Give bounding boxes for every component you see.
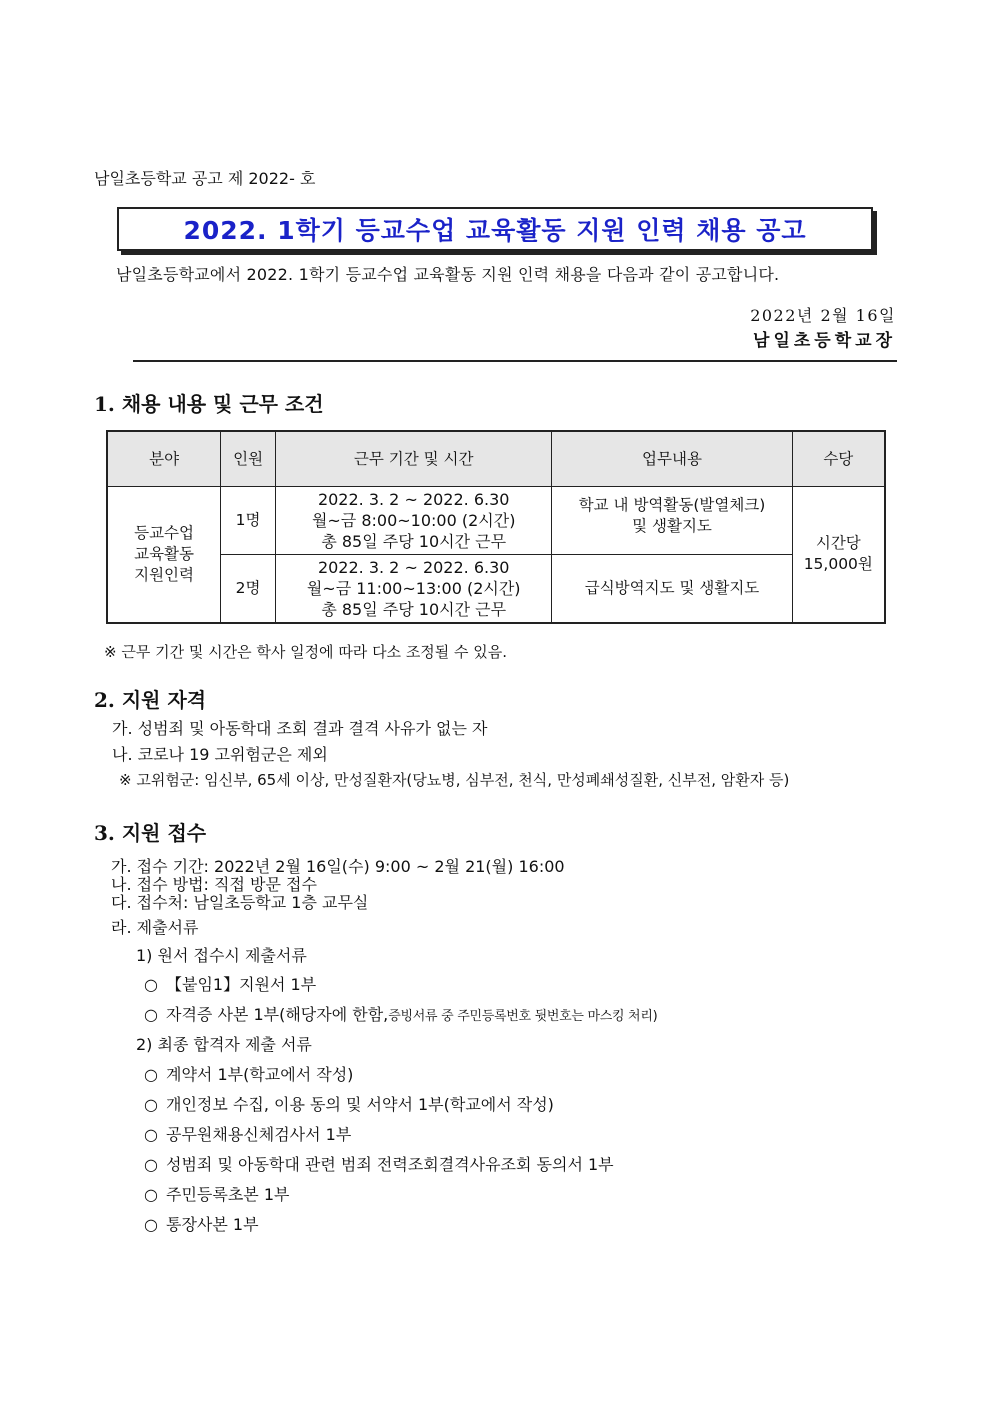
application-item: 라. 제출서류 xyxy=(111,918,199,937)
table-header-row xyxy=(107,431,885,487)
doc-item: ○ 개인정보 수집, 이용 동의 및 서약서 1부(학교에서 작성) xyxy=(144,1095,554,1114)
notice-date: 2022년 2월 16일 xyxy=(750,306,896,325)
circle-bullet-icon: ○ xyxy=(144,1215,158,1234)
doc-item: ○ 자격증 사본 1부(해당자에 한함,증빙서류 중 주민등록번호 뒷번호는 마스킹 처리) xyxy=(144,1005,658,1024)
sub2-label: 2) 최종 합격자 제출 서류 xyxy=(136,1035,312,1054)
circle-bullet-icon: ○ xyxy=(144,1095,158,1114)
duty-cell: 학교 내 방역활동(발열체크) 및 생활지도 xyxy=(552,487,792,555)
header-field: 분야 xyxy=(107,431,221,487)
header-pay: 수당 xyxy=(792,431,885,487)
header-count: 인원 xyxy=(221,431,276,487)
high-risk-note: ※ 고위험군: 임신부, 65세 이상, 만성질환자(당뇨병, 심부전, 천식, 만성폐쇄성질환, 신부전, 암환자 등) xyxy=(119,771,790,789)
period-cell: 2022. 3. 2 ~ 2022. 6.30 월~금 11:00~13:00 (2시간) 총 85일 주당 10시간 근무 xyxy=(276,555,552,623)
circle-bullet-icon: ○ xyxy=(144,975,158,994)
circle-bullet-icon: ○ xyxy=(144,1185,158,1204)
page-title: 2022. 1학기 등교수업 교육활동 지원 인력 채용 공고 xyxy=(183,216,807,245)
field-cell: 등교수업 교육활동 지원인력 xyxy=(107,487,221,623)
doc-item: ○ 【붙임1】지원서 1부 xyxy=(144,975,317,994)
title-box xyxy=(117,207,873,251)
duty-cell: 급식방역지도 및 생활지도 xyxy=(552,555,792,623)
application-item: 가. 접수 기간: 2022년 2월 16일(수) 9:00 ~ 2월 21(월) 16:00 xyxy=(111,857,565,876)
doc-item: ○ 주민등록초본 1부 xyxy=(144,1185,290,1204)
period-cell: 2022. 3. 2 ~ 2022. 6.30 월~금 8:00~10:00 (2시간) 총 85일 주당 10시간 근무 xyxy=(276,487,552,555)
divider-rule xyxy=(133,360,897,362)
header-period: 근무 기간 및 시간 xyxy=(276,431,552,487)
application-item: 나. 접수 방법: 직접 방문 접수 xyxy=(111,875,317,894)
table-row xyxy=(107,487,885,555)
issuer: 남일초등학교장 xyxy=(753,331,896,351)
application-item: 다. 접수처: 남일초등학교 1층 교무실 xyxy=(111,893,369,912)
qualification-item: 가. 성범죄 및 아동학대 조회 결과 결격 사유가 없는 자 xyxy=(112,719,488,738)
doc-item: ○ 공무원채용신체검사서 1부 xyxy=(144,1125,352,1144)
section3-heading: 3. 지원 접수 xyxy=(94,821,207,845)
section2-heading: 2. 지원 자격 xyxy=(94,688,207,712)
pay-cell: 시간당 15,000원 xyxy=(792,487,885,623)
doc-item: ○ 성범죄 및 아동학대 관련 범죄 전력조회결격사유조회 동의서 1부 xyxy=(144,1155,614,1174)
count-cell: 1명 xyxy=(221,487,276,555)
table-row xyxy=(107,555,885,623)
circle-bullet-icon: ○ xyxy=(144,1125,158,1144)
section1-note: ※ 근무 기간 및 시간은 학사 일정에 따라 다소 조정될 수 있음. xyxy=(104,643,508,661)
circle-bullet-icon: ○ xyxy=(144,1155,158,1174)
notice-number: 남일초등학교 공고 제 2022- 호 xyxy=(94,169,316,188)
section1-heading: 1. 채용 내용 및 근무 조건 xyxy=(94,392,324,416)
doc-item: ○ 통장사본 1부 xyxy=(144,1215,259,1234)
circle-bullet-icon: ○ xyxy=(144,1005,158,1024)
employment-table xyxy=(106,430,886,624)
qualification-item: 나. 코로나 19 고위험군은 제외 xyxy=(112,745,328,764)
sub1-label: 1) 원서 접수시 제출서류 xyxy=(136,946,307,965)
count-cell: 2명 xyxy=(221,555,276,623)
circle-bullet-icon: ○ xyxy=(144,1065,158,1084)
doc-item: ○ 계약서 1부(학교에서 작성) xyxy=(144,1065,354,1084)
intro-text: 남일초등학교에서 2022. 1학기 등교수업 교육활동 지원 인력 채용을 다음과 같이 공고합니다. xyxy=(116,265,780,284)
header-duty: 업무내용 xyxy=(552,431,792,487)
